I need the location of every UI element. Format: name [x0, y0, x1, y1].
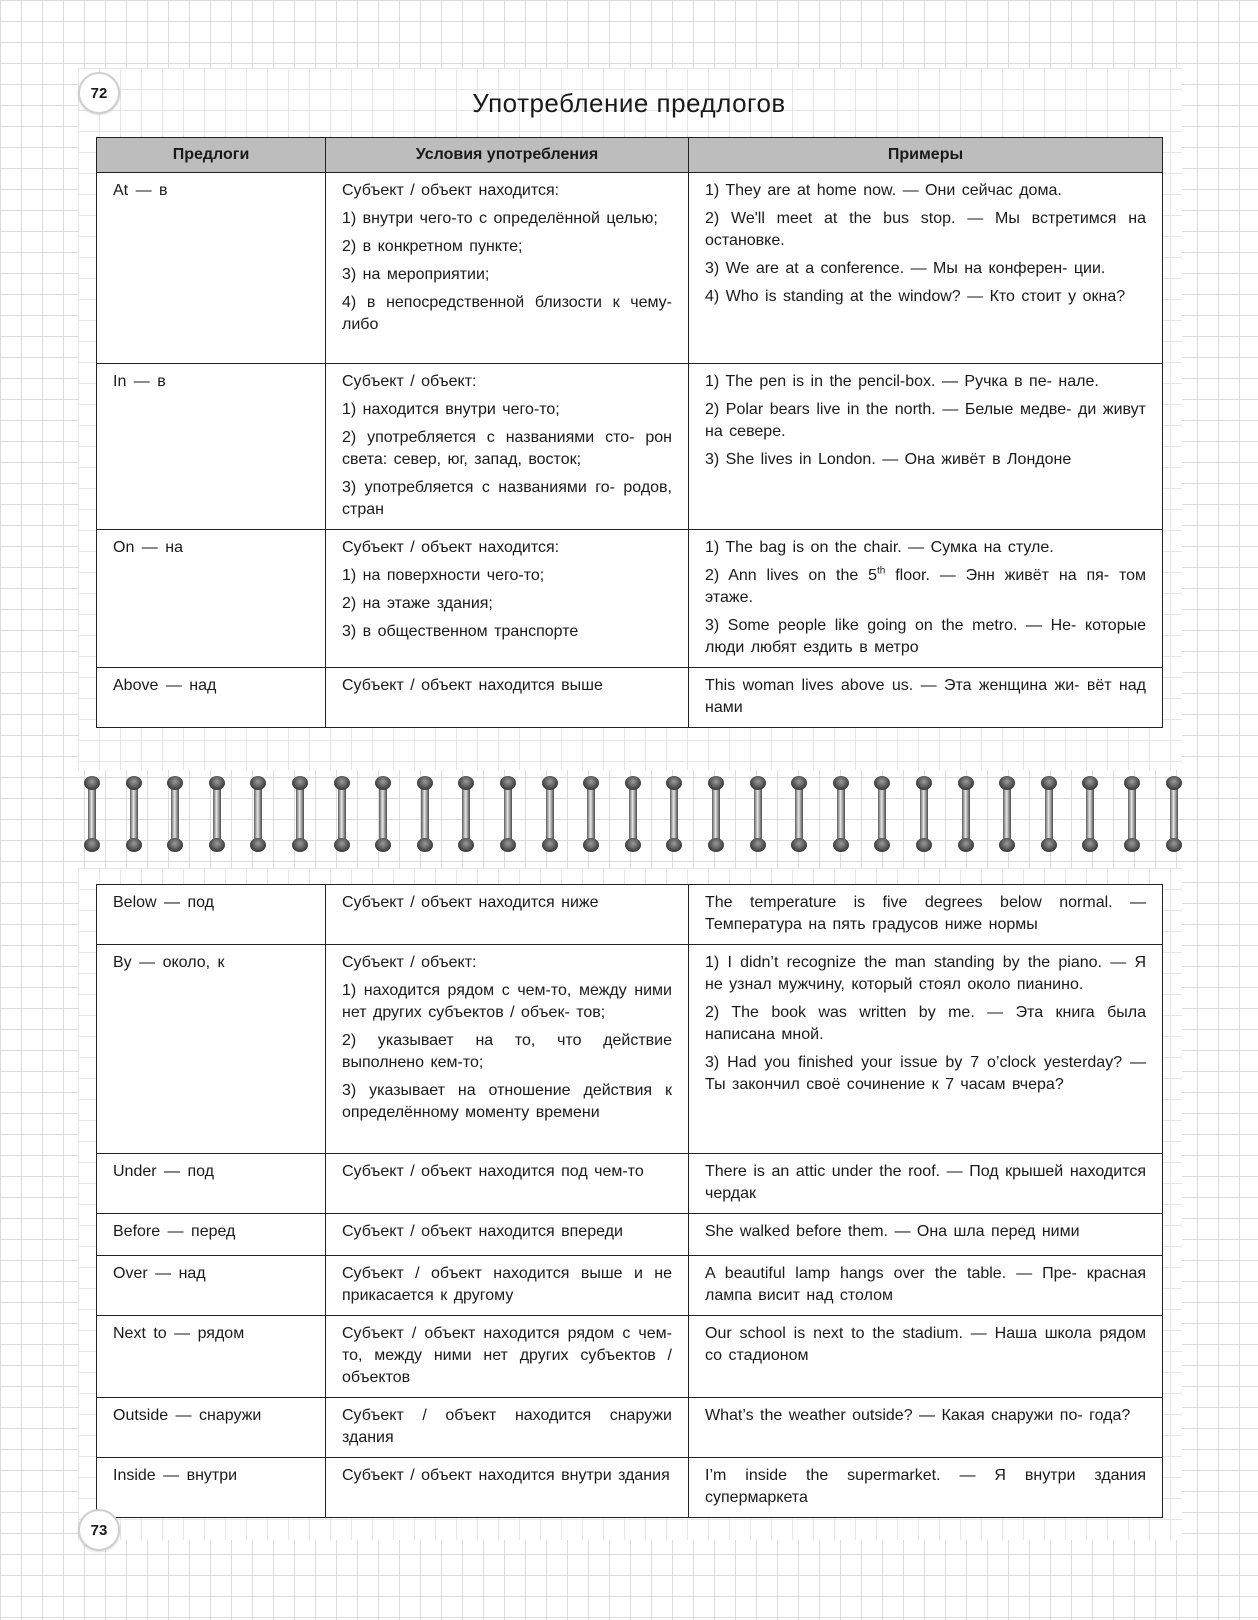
spiral-binding: [78, 770, 1182, 868]
table-row: [97, 1256, 1163, 1316]
conditions-cell: [326, 173, 689, 364]
header-conditions: Условия употребления: [326, 138, 689, 173]
example-line: 3) Had you finished your issue by 7 o’clock yesterday? — Ты закончил своё сочинение к 7 часам вчера?: [705, 1054, 1146, 1093]
condition-line: 3) употребляется с названиями го- родов, стран: [342, 479, 672, 518]
condition-line: 1) находится рядом с чем-то, между ними нет других субъектов / объек- тов;: [342, 982, 672, 1021]
conditions-cell: [326, 668, 689, 728]
page-number-top: 72: [78, 72, 120, 114]
examples-cell: [689, 1256, 1163, 1316]
condition-line: Субъект / объект находится рядом с чем-то, между ними нет других субъектов / объектов: [342, 1325, 672, 1386]
table-row: [97, 1316, 1163, 1398]
prepositions-table-top: [96, 137, 1163, 728]
preposition-cell: On — на: [97, 530, 326, 668]
conditions-cell: [326, 364, 689, 530]
example-line: The temperature is five degrees below normal. — Температура на пять градусов ниже нормы: [705, 894, 1146, 933]
condition-line: 1) на поверхности чего-то;: [342, 567, 545, 584]
superscript-th: th: [877, 565, 886, 577]
preposition-cell: In — в: [97, 364, 326, 530]
example-line: 2) The book was written by me. — Эта книга была написана мной.: [705, 1004, 1146, 1043]
header-prepositions: Предлоги: [97, 138, 326, 173]
condition-line: 2) употребляется с названиями сто- рон света: север, юг, запад, восток;: [342, 429, 672, 468]
example-line: What’s the weather outside? — Какая снаружи по- года?: [705, 1407, 1131, 1424]
table-row: [97, 885, 1163, 945]
preposition-cell: Under — под: [97, 1154, 326, 1214]
examples-cell: [689, 668, 1163, 728]
example-text: 2) Ann lives on the 5: [705, 567, 878, 584]
table-row: [97, 1154, 1163, 1214]
conditions-cell: [326, 945, 689, 1154]
binding-ring: [292, 776, 308, 852]
binding-ring: [1166, 776, 1182, 852]
examples-cell: [689, 1316, 1163, 1398]
example-line: 4) Who is standing at the window? — Кто стоит у окна?: [705, 288, 1126, 305]
binding-ring: [916, 776, 932, 852]
preposition-cell: Over — над: [97, 1256, 326, 1316]
examples-cell: [689, 1398, 1163, 1458]
preposition-cell: Above — над: [97, 668, 326, 728]
example-line: I’m inside the supermarket. — Я внутри здания супермаркета: [705, 1467, 1146, 1506]
table-row: [97, 668, 1163, 728]
conditions-cell: [326, 1154, 689, 1214]
example-line: Our school is next to the stadium. — Наша школа рядом со стадионом: [705, 1325, 1146, 1364]
page-number-bottom: 73: [78, 1509, 120, 1551]
condition-line: Субъект / объект находится внутри здания: [342, 1467, 670, 1484]
examples-cell: [689, 530, 1163, 668]
condition-line: 3) указывает на отношение действия к определённому моменту времени: [342, 1082, 672, 1121]
binding-ring: [417, 776, 433, 852]
example-text: floor. — Энн живёт на пя- том этаже.: [705, 567, 1147, 606]
table-header-row: [97, 138, 1163, 173]
example-line: She walked before them. — Она шла перед ними: [705, 1223, 1080, 1240]
condition-line: Субъект / объект находится впереди: [342, 1223, 623, 1240]
binding-ring: [750, 776, 766, 852]
example-line: A beautiful lamp hangs over the table. — Пре- красная лампа висит над столом: [705, 1265, 1146, 1304]
binding-ring: [666, 776, 682, 852]
example-line: 1) The pen is in the pencil-box. — Ручка в пе- нале.: [705, 373, 1099, 390]
binding-ring: [84, 776, 100, 852]
example-line: This woman lives above us. — Эта женщина жи- вёт над нами: [705, 677, 1146, 716]
preposition-cell: Next to — рядом: [97, 1316, 326, 1398]
table-row: [97, 530, 1163, 668]
condition-line: 2) в конкретном пункте;: [342, 238, 523, 255]
example-line: 1) I didn’t recognize the man standing by the piano. — Я не узнал мужчину, который стоял около пианино.: [705, 954, 1146, 993]
example-line: 2) We'll meet at the bus stop. — Мы встретимся на остановке.: [705, 210, 1146, 249]
binding-ring: [1124, 776, 1140, 852]
example-line: 1) They are at home now. — Они сейчас дома.: [705, 182, 1062, 199]
examples-cell: [689, 1154, 1163, 1214]
example-line: 3) She lives in London. — Она живёт в Лондоне: [705, 451, 1072, 468]
conditions-cell: [326, 1458, 689, 1518]
examples-cell: [689, 885, 1163, 945]
condition-line: 3) в общественном транспорте: [342, 623, 579, 640]
binding-ring: [958, 776, 974, 852]
binding-ring: [1041, 776, 1057, 852]
table-row: [97, 1458, 1163, 1518]
conditions-cell: [326, 1214, 689, 1256]
preposition-cell: At — в: [97, 173, 326, 364]
condition-line: Субъект / объект находится:: [342, 182, 560, 199]
condition-line: Субъект / объект находится выше: [342, 677, 603, 694]
example-line: 3) We are at a conference. — Мы на конферен- ции.: [705, 260, 1106, 277]
condition-line: Субъект / объект:: [342, 954, 477, 971]
binding-ring: [167, 776, 183, 852]
preposition-cell: By — около, к: [97, 945, 326, 1154]
preposition-cell: Below — под: [97, 885, 326, 945]
condition-line: Субъект / объект находится снаружи здания: [342, 1407, 672, 1446]
example-line: There is an attic under the roof. — Под крышей находится чердак: [705, 1163, 1146, 1202]
conditions-cell: [326, 885, 689, 945]
header-examples: Примеры: [689, 138, 1163, 173]
example-line: [705, 565, 1146, 609]
binding-ring: [209, 776, 225, 852]
condition-line: 1) внутри чего-то с определённой целью;: [342, 210, 658, 227]
example-line: 1) The bag is on the chair. — Сумка на стуле.: [705, 539, 1054, 556]
examples-cell: [689, 364, 1163, 530]
examples-cell: [689, 1214, 1163, 1256]
binding-ring: [458, 776, 474, 852]
preposition-cell: Before — перед: [97, 1214, 326, 1256]
conditions-cell: [326, 1398, 689, 1458]
table-row: [97, 945, 1163, 1154]
binding-ring: [874, 776, 890, 852]
binding-ring: [542, 776, 558, 852]
condition-line: Субъект / объект находится ниже: [342, 894, 599, 911]
binding-ring: [334, 776, 350, 852]
example-line: 3) Some people like going on the metro. — Не- которые люди любят ездить в метро: [705, 617, 1146, 656]
conditions-cell: [326, 530, 689, 668]
binding-ring: [583, 776, 599, 852]
condition-line: 1) находится внутри чего-то;: [342, 401, 560, 418]
preposition-cell: Inside — внутри: [97, 1458, 326, 1518]
condition-line: 4) в непосредственной близости к чему-либо: [342, 294, 672, 333]
condition-line: 3) на мероприятии;: [342, 266, 490, 283]
binding-ring: [375, 776, 391, 852]
table-row: [97, 173, 1163, 364]
binding-ring: [625, 776, 641, 852]
condition-line: Субъект / объект:: [342, 373, 477, 390]
binding-ring: [999, 776, 1015, 852]
conditions-cell: [326, 1256, 689, 1316]
example-line: 2) Polar bears live in the north. — Белые медве- ди живут на севере.: [705, 401, 1146, 440]
preposition-cell: Outside — снаружи: [97, 1398, 326, 1458]
condition-line: 2) на этаже здания;: [342, 595, 493, 612]
table-row: [97, 1398, 1163, 1458]
table-row: [97, 364, 1163, 530]
binding-ring: [500, 776, 516, 852]
page-title: Употребление предлогов: [472, 88, 786, 118]
binding-ring: [791, 776, 807, 852]
condition-line: 2) указывает на то, что действие выполнено кем-то;: [342, 1032, 672, 1071]
binding-ring: [250, 776, 266, 852]
examples-cell: [689, 173, 1163, 364]
binding-ring: [833, 776, 849, 852]
condition-line: Субъект / объект находится под чем-то: [342, 1163, 644, 1180]
condition-line: Субъект / объект находится выше и не прикасается к другому: [342, 1265, 672, 1304]
examples-cell: [689, 945, 1163, 1154]
table-row: [97, 1214, 1163, 1256]
binding-ring: [1082, 776, 1098, 852]
condition-line: Субъект / объект находится:: [342, 539, 560, 556]
binding-ring: [126, 776, 142, 852]
examples-cell: [689, 1458, 1163, 1518]
conditions-cell: [326, 1316, 689, 1398]
prepositions-table-bottom: [96, 884, 1163, 1518]
binding-ring: [708, 776, 724, 852]
